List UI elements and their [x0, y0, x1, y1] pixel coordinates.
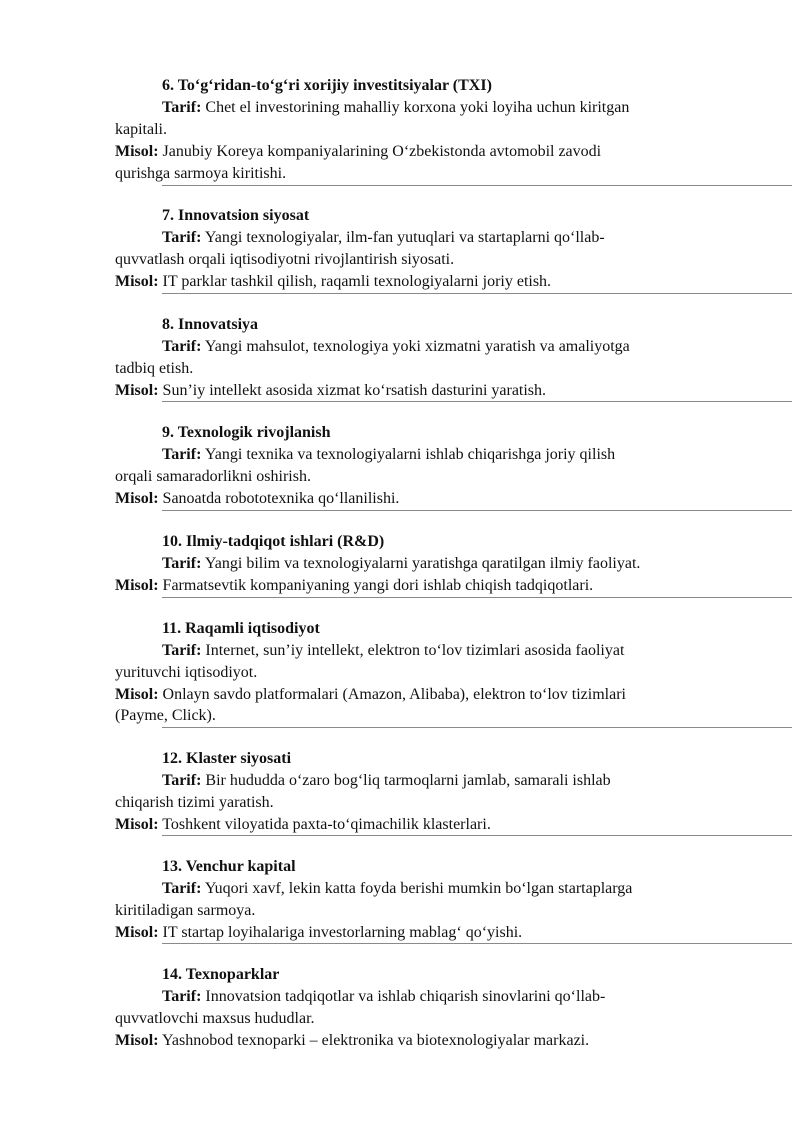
tarif-text: chiqarish tizimi yaratish. — [115, 794, 274, 811]
tarif-label: Tarif: — [162, 229, 202, 246]
misol-line — [115, 814, 792, 836]
misol-label: Misol: — [115, 577, 159, 594]
tarif-line — [162, 986, 792, 1008]
misol-line — [115, 922, 792, 944]
misol-text: Yashnobod texnoparki – elektronika va biotexnologiyalar markazi. — [161, 1032, 590, 1049]
misol-text: Sun’iy intellekt asosida xizmat ko‘rsatish dasturini yaratish. — [162, 382, 547, 399]
tarif-text: orqali samaradorlikni oshirish. — [115, 468, 311, 485]
misol-label: Misol: — [115, 273, 159, 290]
tarif-text: quvvatlash orqali iqtisodiyotni rivojlantirish siyosati. — [115, 251, 455, 268]
misol-text: IT parklar tashkil qilish, raqamli texnologiyalarni joriy etish. — [162, 273, 552, 290]
misol-label: Misol: — [115, 816, 159, 833]
section-divider — [162, 727, 792, 728]
misol-text: Sanoatda robototexnika qo‘llanilishi. — [162, 490, 400, 507]
misol-text: qurishga sarmoya kiritishi. — [115, 165, 287, 182]
misol-text: IT startap loyihalariga investorlarning mablag‘ qo‘yishi. — [162, 924, 523, 941]
tarif-text: Yuqori xavf, lekin katta foyda berishi mumkin bo‘lgan startaplarga — [204, 880, 633, 897]
tarif-text: Yangi bilim va texnologiyalarni yaratishga qaratilgan ilmiy faoliyat. — [204, 555, 641, 572]
misol-line — [115, 575, 792, 597]
tarif-label: Tarif: — [162, 642, 202, 659]
entry-heading: 9. Texnologik rivojlanish — [162, 424, 331, 441]
misol-line — [115, 141, 792, 163]
entry-heading: 10. Ilmiy-tadqiqot ishlari (R&D) — [162, 533, 385, 550]
tarif-text: yurituvchi iqtisodiyot. — [115, 664, 258, 681]
tarif-line — [162, 553, 792, 575]
section-divider — [162, 293, 792, 294]
section-divider — [162, 510, 792, 511]
entry-heading: 12. Klaster siyosati — [162, 750, 292, 767]
tarif-line — [162, 227, 792, 249]
tarif-label: Tarif: — [162, 99, 202, 116]
tarif-line — [162, 770, 792, 792]
tarif-text: kapitali. — [115, 121, 167, 138]
section-divider — [162, 185, 792, 186]
misol-text: Janubiy Koreya kompaniyalarining O‘zbekistonda avtomobil zavodi — [162, 143, 602, 160]
tarif-text: tadbiq etish. — [115, 360, 194, 377]
tarif-line — [162, 640, 792, 662]
misol-line — [115, 684, 792, 706]
misol-text: (Payme, Click). — [115, 707, 216, 724]
misol-text: Onlayn savdo platformalari (Amazon, Alibaba), elektron to‘lov tizimlari — [162, 686, 626, 703]
tarif-text: Internet, sun’iy intellekt, elektron to‘lov tizimlari asosida faoliyat — [205, 642, 625, 659]
entry-heading: 14. Texnoparklar — [162, 966, 280, 983]
entry-heading: 8. Innovatsiya — [162, 316, 259, 333]
misol-label: Misol: — [115, 143, 159, 160]
misol-text: Toshkent viloyatida paxta-to‘qimachilik klasterlari. — [162, 816, 491, 833]
misol-label: Misol: — [115, 490, 159, 507]
tarif-label: Tarif: — [162, 880, 202, 897]
misol-line — [115, 380, 792, 402]
tarif-line — [162, 878, 792, 900]
tarif-text: kiritiladigan sarmoya. — [115, 902, 256, 919]
section-divider — [162, 401, 792, 402]
tarif-text: quvvatlovchi maxsus hududlar. — [115, 1010, 315, 1027]
misol-line — [115, 1030, 792, 1052]
misol-label: Misol: — [115, 924, 159, 941]
section-divider — [162, 597, 792, 598]
tarif-text: Chet el investorining mahalliy korxona yoki loyiha uchun kiritgan — [205, 99, 630, 116]
tarif-line — [162, 97, 792, 119]
tarif-label: Tarif: — [162, 446, 202, 463]
misol-label: Misol: — [115, 686, 159, 703]
section-divider — [162, 835, 792, 836]
entry-heading: 13. Venchur kapital — [162, 858, 296, 875]
tarif-text: Bir hududda o‘zaro bog‘liq tarmoqlarni jamlab, samarali ishlab — [205, 772, 611, 789]
entry-heading: 7. Innovatsion siyosat — [162, 207, 310, 224]
tarif-label: Tarif: — [162, 555, 202, 572]
tarif-label: Tarif: — [162, 338, 202, 355]
misol-label: Misol: — [115, 382, 159, 399]
misol-label: Misol: — [115, 1032, 159, 1049]
entry-heading: 6. To‘g‘ridan-to‘g‘ri xorijiy investitsiyalar (TXI) — [162, 77, 492, 94]
section-divider — [162, 943, 792, 944]
misol-line — [115, 488, 792, 510]
tarif-text: Innovatsion tadqiqotlar va ishlab chiqarish sinovlarini qo‘llab- — [205, 988, 606, 1005]
tarif-label: Tarif: — [162, 988, 202, 1005]
tarif-text: Yangi texnika va texnologiyalarni ishlab chiqarishga joriy qilish — [204, 446, 616, 463]
tarif-line — [162, 444, 792, 466]
tarif-text: Yangi mahsulot, texnologiya yoki xizmatni yaratish va amaliyotga — [204, 338, 630, 355]
misol-line — [115, 271, 792, 293]
misol-text: Farmatsevtik kompaniyaning yangi dori ishlab chiqish tadqiqotlari. — [162, 577, 594, 594]
tarif-line — [162, 336, 792, 358]
entry-heading: 11. Raqamli iqtisodiyot — [162, 620, 320, 637]
tarif-label: Tarif: — [162, 772, 202, 789]
tarif-text: Yangi texnologiyalar, ilm-fan yutuqlari va startaplarni qo‘llab- — [204, 229, 605, 246]
